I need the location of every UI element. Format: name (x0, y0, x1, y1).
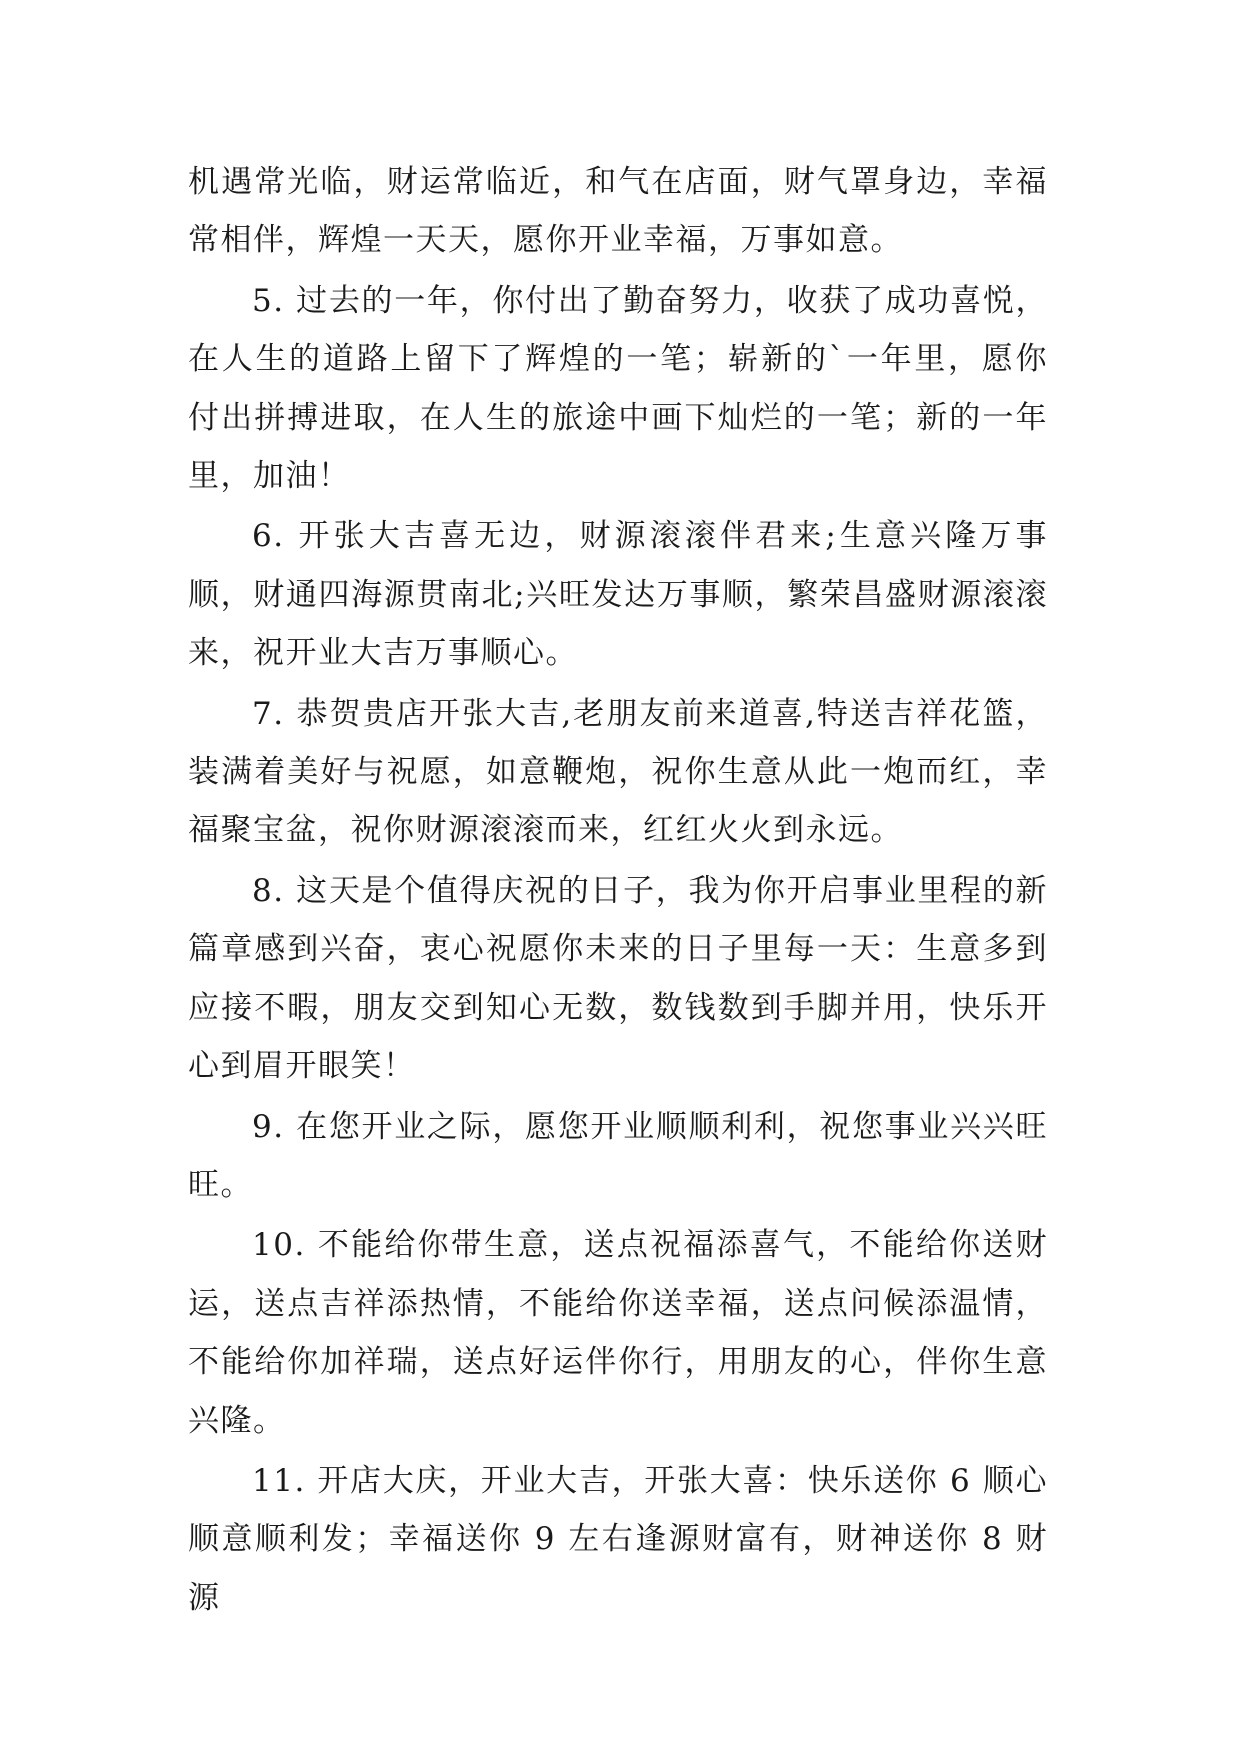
body-text (188, 153, 1048, 1629)
paragraph-item-10: 10. 不能给你带生意，送点祝福添喜气，不能给你送财运，送点吉祥添热情，不能给你送幸福，送点问候添温情，不能给你加祥瑞，送点好运伴你行，用朋友的心，伴你生意兴隆。 (188, 1227, 1048, 1439)
paragraph-item-7: 7. 恭贺贵店开张大吉,老朋友前来道喜,特送吉祥花篮，装满着美好与祝愿，如意鞭炮，祝你生意从此一炮而红，幸福聚宝盆，祝你财源滚滚而来，红红火火到永远。 (188, 695, 1048, 849)
paragraph-item-5: 5. 过去的一年，你付出了勤奋努力，收获了成功喜悦，在人生的道路上留下了辉煌的一笔；崭新的`一年里，愿你付出拼搏进取，在人生的旅途中画下灿烂的一笔；新的一年里，加油！ (188, 282, 1048, 495)
paragraph-item-6: 6. 开张大吉喜无边，财源滚滚伴君来;生意兴隆万事顺，财通四海源贯南北;兴旺发达万事顺，繁荣昌盛财源滚滚来，祝开业大吉万事顺心。 (188, 518, 1048, 672)
paragraph-item-8: 8. 这天是个值得庆祝的日子，我为你开启事业里程的新篇章感到兴奋，衷心祝愿你未来的日子里每一天：生意多到应接不暇，朋友交到知心无数，数钱数到手脚并用，快乐开心到眉开眼笑！ (188, 872, 1048, 1085)
paragraph-item-11: 11. 开店大庆，开业大吉，开张大喜：快乐送你 6 顺心顺意顺利发；幸福送你 9 左右逢源财富有，财神送你 8 财源 (188, 1462, 1048, 1616)
paragraph-continuation: 机遇常光临，财运常临近，和气在店面，财气罩身边，幸福常相伴，辉煌一天天，愿你开业幸福，万事如意。 (188, 164, 1048, 259)
paragraph-item-9: 9. 在您开业之际，愿您开业顺顺利利，祝您事业兴兴旺旺。 (188, 1108, 1048, 1203)
